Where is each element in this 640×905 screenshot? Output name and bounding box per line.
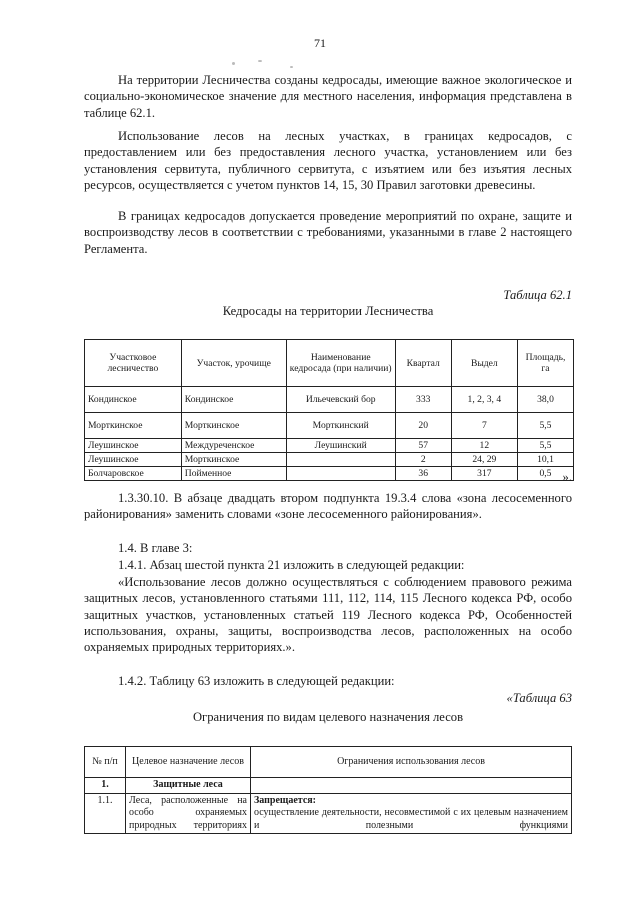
cell: 57 <box>395 439 451 453</box>
header-site: Участок, урочище <box>181 340 286 387</box>
paragraph-intro: На территории Лесничества созданы кедросады, имеющие важное экологическое и социально-экономическое значение для местного населения, информация представлена в таблице 62.1. <box>84 73 572 120</box>
row-restriction-label: Запрещается: <box>254 794 317 806</box>
header-restrictions: Ограничения использования лесов <box>251 747 572 778</box>
header-number: № п/п <box>85 747 126 778</box>
row-restriction <box>251 793 572 834</box>
table-63-label: «Таблица 63 <box>506 691 572 705</box>
table-62-1-title: Кедросады на территории Лесничества <box>222 304 434 318</box>
cell: 36 <box>395 467 451 481</box>
table-row <box>85 793 572 834</box>
table-62-1-label: Таблица 62.1 <box>503 288 572 302</box>
section-number: 1. <box>85 778 126 794</box>
cell: Леушинский <box>286 439 395 453</box>
cell: Кондинское <box>85 387 182 413</box>
cedar-gardens-table <box>84 339 574 481</box>
header-purpose: Целевое назначение лесов <box>126 747 251 778</box>
cell: Морткинское <box>181 413 286 439</box>
cell: Ильечевский бор <box>286 387 395 413</box>
scan-speck <box>258 60 262 62</box>
cell: 10,1 <box>517 453 573 467</box>
row-restriction-text: осуществление деятельности, несовместимой с их целевым назначением и полезными функциями <box>254 807 568 831</box>
table-closing-quote: ». <box>562 470 572 484</box>
row-number: 1.1. <box>85 793 126 834</box>
scan-speck <box>290 66 293 68</box>
paragraph-quoted-text: «Использование лесов должно осуществляться с соблюдением правового режима защитных лесов, установленного статьями 111, 112, 114, 115 Лесного кодекса РФ, особо защитных участков, установленных статьей 119 Лесного кодекса РФ, Особенностей использования, охраны, защиты, воспроизводства лесов, расположенных на особо охраняемых природных территориях.». <box>84 575 572 655</box>
cell: Морткинский <box>286 413 395 439</box>
scan-speck <box>232 62 235 65</box>
cell: Кондинское <box>181 387 286 413</box>
cell: 333 <box>395 387 451 413</box>
cell: Леушинское <box>85 439 182 453</box>
table-63-title: Ограничения по видам целевого назначения лесов <box>192 710 464 724</box>
header-quarter: Квартал <box>395 340 451 387</box>
paragraph-amendment-1-3-30-10: 1.3.30.10. В абзаце двадцать втором подпункта 19.3.4 слова «зона лесосеменного районирования» заменить словами «зоне лесосеменного районирования». <box>84 491 572 522</box>
cell: 20 <box>395 413 451 439</box>
section-row <box>85 778 572 794</box>
cell: Пойменное <box>181 467 286 481</box>
paragraph-usage: Использование лесов на лесных участках, в границах кедросадов, с предоставлением или без предоставления лесного участка, установлением или без установления сервитута, публичного сервитута, с изъятием или без изъятия лесных ресурсов, осуществляется с учетом пунктов 14, 15, 30 Правил заготовки древесины. <box>84 129 572 192</box>
page-number: 71 <box>314 36 326 50</box>
table-row <box>85 439 574 453</box>
cell <box>286 453 395 467</box>
section-title: Защитные леса <box>126 778 251 794</box>
section-empty-cell <box>251 778 572 794</box>
table-row <box>85 413 574 439</box>
table-row <box>85 453 574 467</box>
restrictions-table <box>84 746 572 834</box>
header-plot: Выдел <box>451 340 517 387</box>
cell: 5,5 <box>517 439 573 453</box>
cell: Болчаровское <box>85 467 182 481</box>
header-garden-name: Наименование кедросада (при наличии) <box>286 340 395 387</box>
row-purpose: Леса, расположенные на особо охраняемых природных территориях <box>126 793 251 834</box>
header-forestry: Участковое лесничество <box>85 340 182 387</box>
table-row <box>85 387 574 413</box>
cell: Междуреченское <box>181 439 286 453</box>
cell: Леушинское <box>85 453 182 467</box>
cell: 24, 29 <box>451 453 517 467</box>
header-area: Площадь, га <box>517 340 573 387</box>
cell: 317 <box>451 467 517 481</box>
paragraph-measures: В границах кедросадов допускается проведение мероприятий по охране, защите и воспроизводству лесов в соответствии с требованиями, указанными в главе 2 настоящего Регламента. <box>84 209 572 256</box>
cell: Морткинское <box>85 413 182 439</box>
cell: 38,0 <box>517 387 573 413</box>
cell: Морткинское <box>181 453 286 467</box>
cell: 7 <box>451 413 517 439</box>
cell: 1, 2, 3, 4 <box>451 387 517 413</box>
cell: 2 <box>395 453 451 467</box>
cell: 0,5 <box>517 467 573 481</box>
table-header-row <box>85 340 574 387</box>
table-header-row <box>85 747 572 778</box>
paragraph-1-4-2: 1.4.2. Таблицу 63 изложить в следующей редакции: <box>118 674 395 688</box>
cell: 5,5 <box>517 413 573 439</box>
paragraph-1-4-1: 1.4.1. Абзац шестой пункта 21 изложить в следующей редакции: <box>118 558 465 572</box>
paragraph-chapter-3: 1.4. В главе 3: <box>118 541 193 555</box>
cell: 12 <box>451 439 517 453</box>
